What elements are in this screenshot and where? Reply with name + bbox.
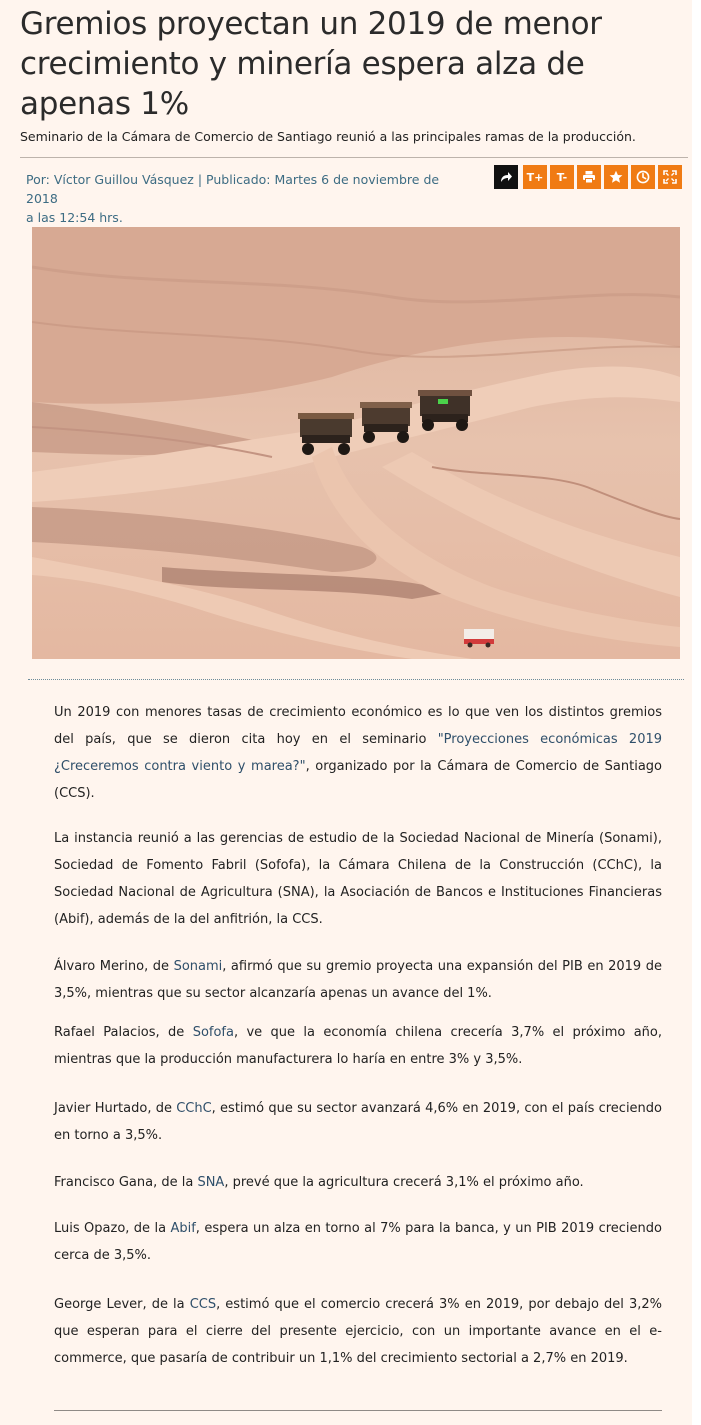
- paragraph-text: Un 2019 con menores tasas de crecimiento económico es lo que ven los distintos gremios del país, que se dieron cita hoy en el seminario: [54, 705, 662, 747]
- photo-divider: [28, 679, 684, 680]
- org-link-cchc[interactable]: CChC: [176, 1101, 212, 1116]
- paragraph-abif: [54, 1215, 662, 1269]
- org-link-sna[interactable]: SNA: [197, 1175, 225, 1190]
- mine-trucks-photo: [32, 227, 680, 659]
- paragraph-text: Luis Opazo, de la: [54, 1221, 171, 1236]
- paragraph-attendees: La instancia reunió a las gerencias de estudio de la Sociedad Nacional de Minería (Sonami), Sociedad de Fomento Fabril (Sofofa), la Cámara Chilena de la Construcción (CChC), la Sociedad Nacional de Agricultura (SNA), la Asociación de Bancos e Instituciones Financieras (Abif), además de la del anfitrión, la CCS.: [54, 831, 662, 927]
- paragraph-sna: [54, 1169, 662, 1196]
- subtitle: Seminario de la Cámara de Comercio de Santiago reunió a las principales ramas de la producción.: [20, 129, 636, 144]
- share-arrow-icon: [499, 170, 513, 184]
- byline: [26, 170, 466, 227]
- share-button[interactable]: [494, 165, 518, 189]
- byline-by-label: Por:: [26, 172, 50, 187]
- article-photo: [32, 227, 680, 659]
- paragraph-text: , estimó que su sector avanzará 4,6% en 2019, con el país creciendo en torno a 3,5%.: [54, 1101, 662, 1143]
- paragraph-text: Francisco Gana, de la: [54, 1175, 198, 1190]
- paragraph-intro: [54, 699, 662, 807]
- history-button[interactable]: [631, 165, 655, 189]
- paragraph-text: , espera un alza en torno al 7% para la banca, y un PIB 2019 creciendo cerca de 3,5%.: [54, 1221, 662, 1263]
- org-link-abif[interactable]: Abif: [170, 1221, 196, 1236]
- font-increase-button[interactable]: T+: [523, 165, 547, 189]
- paragraph-text: George Lever, de la: [54, 1297, 190, 1312]
- paragraph-text: , prevé que la agricultura crecerá 3,1% el próximo año.: [224, 1175, 584, 1190]
- org-link-sonami[interactable]: Sonami: [173, 959, 223, 974]
- paragraph-ccs: [54, 1291, 662, 1372]
- paragraph-text: , estimó que el comercio crecerá 3% en 2019, por debajo del 3,2% que esperan para el cierre del presente ejercicio, con un importante avance en el e-commerce, que pasaría de contribuir un 1,1% del crecimiento sectorial a 2,7% en 2019.: [54, 1297, 662, 1366]
- article-toolbar: [494, 165, 682, 189]
- header-divider: [20, 157, 688, 158]
- byline-separator: |: [197, 172, 203, 187]
- byline-author: Víctor Guillou Vásquez: [53, 172, 194, 187]
- headline: Gremios proyectan un 2019 de menor crecimiento y minería espera alza de apenas 1%: [20, 6, 602, 122]
- clock-icon: [636, 170, 650, 184]
- paragraph-cchc: [54, 1095, 662, 1149]
- paragraph-text: Javier Hurtado, de: [54, 1101, 177, 1116]
- org-link-sofofa[interactable]: Sofofa: [192, 1025, 234, 1040]
- byline-published-label: Publicado:: [206, 172, 271, 187]
- paragraph-text: , afirmó que su gremio proyecta una expansión del PIB en 2019 de 3,5%, mientras que su sector alcanzaría apenas un avance del 1%.: [54, 959, 662, 1001]
- paragraph-text: Álvaro Merino, de: [54, 959, 174, 974]
- byline-date: Martes 6 de noviembre de 2018: [26, 172, 440, 206]
- paragraph-text: , ve que la economía chilena crecería 3,7% el próximo año, mientras que la producción manufacturera lo haría en entre 3% y 3,5%.: [54, 1025, 662, 1067]
- star-icon: [609, 170, 623, 184]
- favorite-button[interactable]: [604, 165, 628, 189]
- print-button[interactable]: [577, 165, 601, 189]
- paragraph-sofofa: [54, 1019, 662, 1073]
- org-link-ccs[interactable]: CCS: [189, 1297, 217, 1312]
- seminar-title: "Proyecciones económicas 2019 ¿Creceremos contra viento y marea?": [54, 732, 663, 774]
- byline-time: a las 12:54 hrs.: [26, 210, 123, 225]
- fullscreen-button[interactable]: [658, 165, 682, 189]
- paragraph-text: Rafael Palacios, de: [54, 1025, 193, 1040]
- paragraph-sonami: [54, 953, 662, 1007]
- paragraph-text: , organizado por la Cámara de Comercio de Santiago (CCS).: [54, 759, 662, 801]
- expand-icon: [663, 170, 677, 184]
- print-icon: [582, 170, 596, 184]
- article-end-divider: [54, 1410, 662, 1411]
- font-decrease-button[interactable]: T-: [550, 165, 574, 189]
